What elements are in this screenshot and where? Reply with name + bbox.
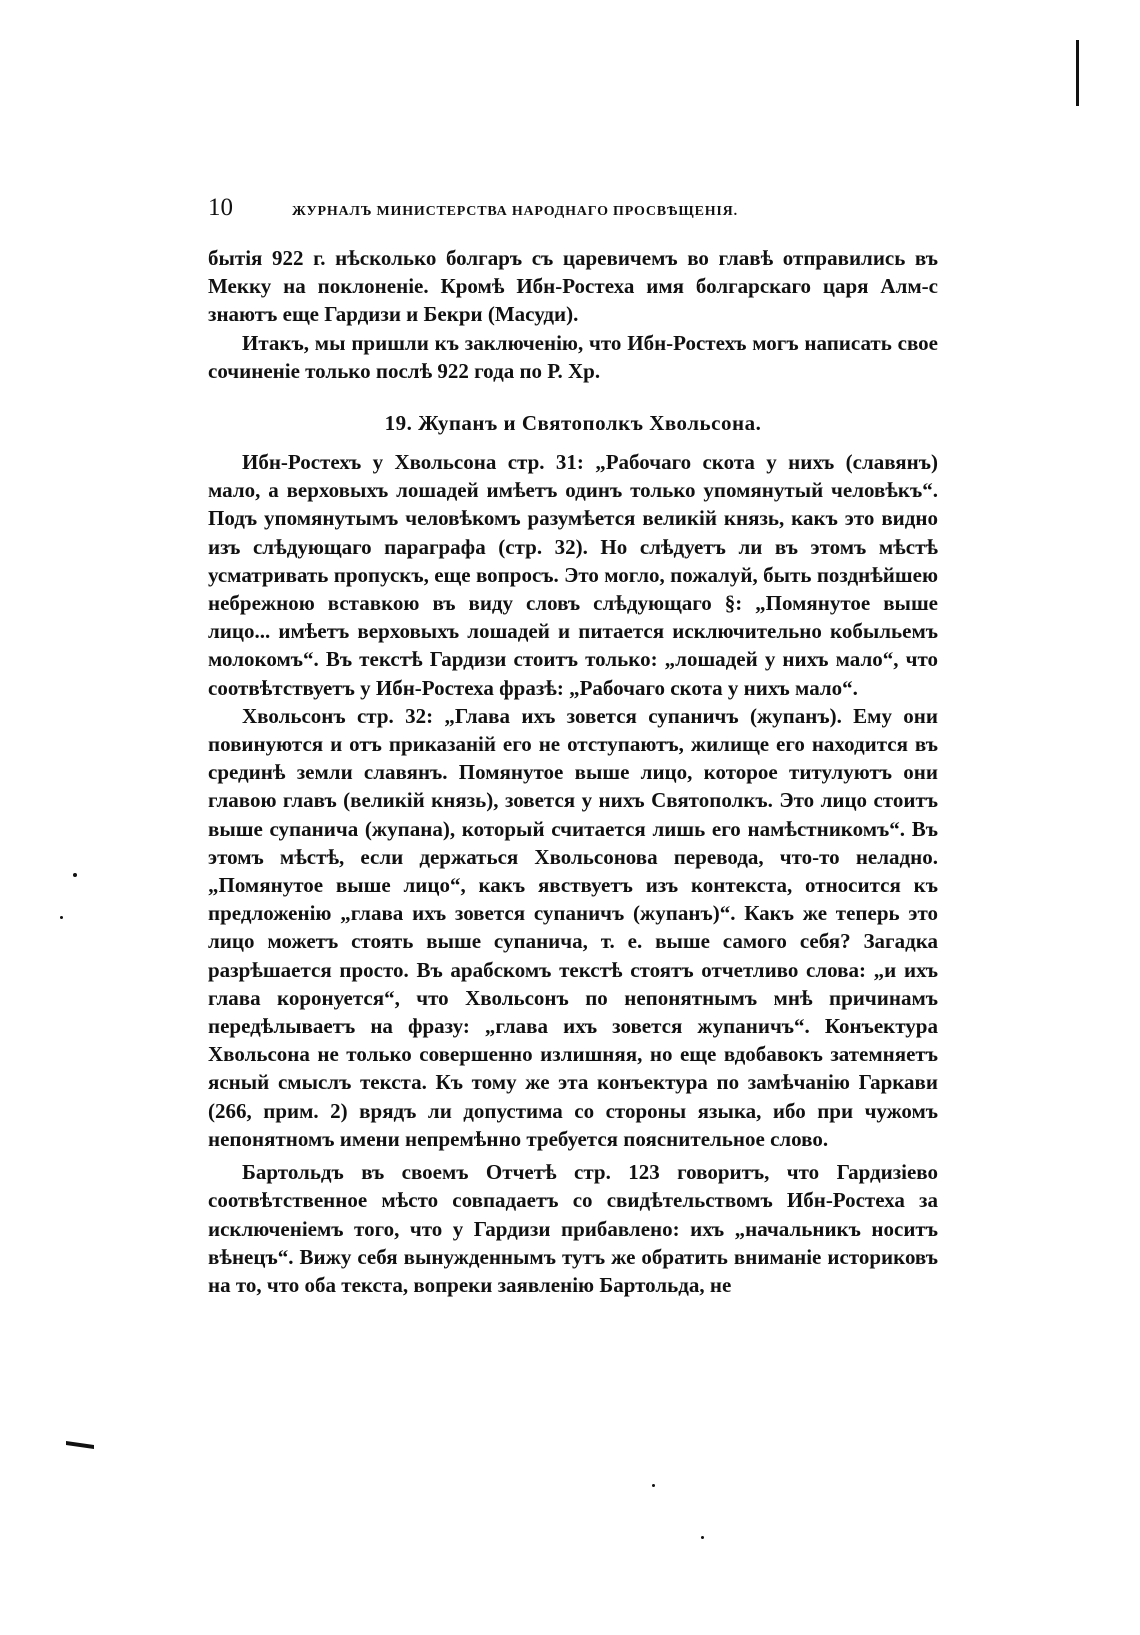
scan-speck	[73, 873, 77, 877]
scan-speck	[701, 1536, 704, 1539]
paragraph-conclusion: Итакъ, мы пришли къ заключенію, что Ибн-Ростехъ могъ написать свое сочиненіе только послѣ 922 года по Р. Хр.	[208, 330, 938, 383]
section-paragraph: Хвольсонъ стр. 32: „Глава ихъ зовется супаничъ (жупанъ). Ему они повинуются и отъ приказаній его не отступаютъ, жилище его находится въ срединѣ земли славянъ. Помянутое выше лицо, которое титулуютъ они главою главъ (великій князь), зовется у нихъ Святополкъ. Это лицо стоитъ выше супанича (жупана), который считается лишь его намѣстникомъ“. Въ этомъ мѣстѣ, если держаться Хвольсонова перевода, что-то неладно. „Помянутое выше лицо“, какъ явствуетъ изъ контекста, относится къ предложенію „глава ихъ зовется супаничъ (жупанъ)“. Какъ же теперь это лицо можетъ стоять выше супанича, т. е. выше самого себя? Загадка разрѣшается просто. Въ арабскомъ текстѣ стоятъ отчетливо слова: „и ихъ глава коронуется“, что Хвольсонъ по непонятнымъ мнѣ причинамъ передѣлываетъ на фразу: „глава ихъ зовется жупаничъ“. Конъектура Хвольсона не только совершенно излишняя, но еще вдобавокъ затемняетъ ясный смыслъ текста. Къ тому же эта конъектура по замѣчанію Гаркави (266, прим. 2) врядъ ли допустима со стороны языка, ибо при чужомъ непонятномъ имени непремѣнно требуется пояснительное слово.	[208, 703, 938, 1151]
section-heading: 19. Жупанъ и Святополкъ Хвольсона.	[384, 411, 762, 436]
paragraph-continuation: бытія 922 г. нѣсколько болгаръ съ царевичемъ во главѣ отправились въ Мекку на поклоненіе. Кромѣ Ибн-Ростеха имя болгарскаго царя Алм-с знаютъ еще Гардизи и Бекри (Масуди).	[208, 246, 938, 327]
page-number: 10	[208, 194, 233, 221]
scan-speck	[652, 1484, 655, 1487]
journal-title: ЖУРНАЛЪ МИНИСТЕРСТВА НАРОДНАГО ПРОСВѢЩЕНІЯ.	[292, 204, 738, 219]
section-paragraph: Ибн-Ростехъ у Хвольсона стр. 31: „Рабочаго скота у нихъ (славянъ) мало, а верховыхъ лошадей имѣетъ одинъ только упомянутый человѣкъ“. Подъ упомянутымъ человѣкомъ разумѣется великій князь, какъ это видно изъ слѣдующаго параграфа (стр. 32). Но слѣдуетъ ли въ этомъ мѣстѣ усматривать пропускъ, еще вопросъ. Это могло, пожалуй, быть позднѣйшею небрежною вставкою въ виду словъ слѣдующаго §: „Помянутое выше лицо... имѣетъ верховыхъ лошадей и питается исключительно кобыльемъ молокомъ“. Въ текстѣ Гардизи стоитъ только: „лошадей у нихъ мало“, что соотвѣтствуетъ у Ибн-Ростеха фразѣ: „Рабочаго скота у нихъ мало“.	[208, 450, 938, 700]
running-head	[208, 194, 938, 228]
section-paragraph: Бартольдъ въ своемъ Отчетѣ стр. 123 говоритъ, что Гардизіево соотвѣтственное мѣсто совпадаетъ со свидѣтельствомъ Ибн-Ростеха за исключеніемъ того, что у Гардизи прибавлено: ихъ „начальникъ носитъ вѣнецъ“. Вижу себя вынужденнымъ тутъ же обратить вниманіе историковъ на то, что оба текста, вопреки заявленію Бартольда, не	[208, 1160, 938, 1297]
scan-margin-mark	[66, 1441, 94, 1449]
scan-speck	[60, 916, 63, 919]
book-page	[208, 194, 938, 1299]
scan-edge-mark	[1076, 40, 1079, 106]
